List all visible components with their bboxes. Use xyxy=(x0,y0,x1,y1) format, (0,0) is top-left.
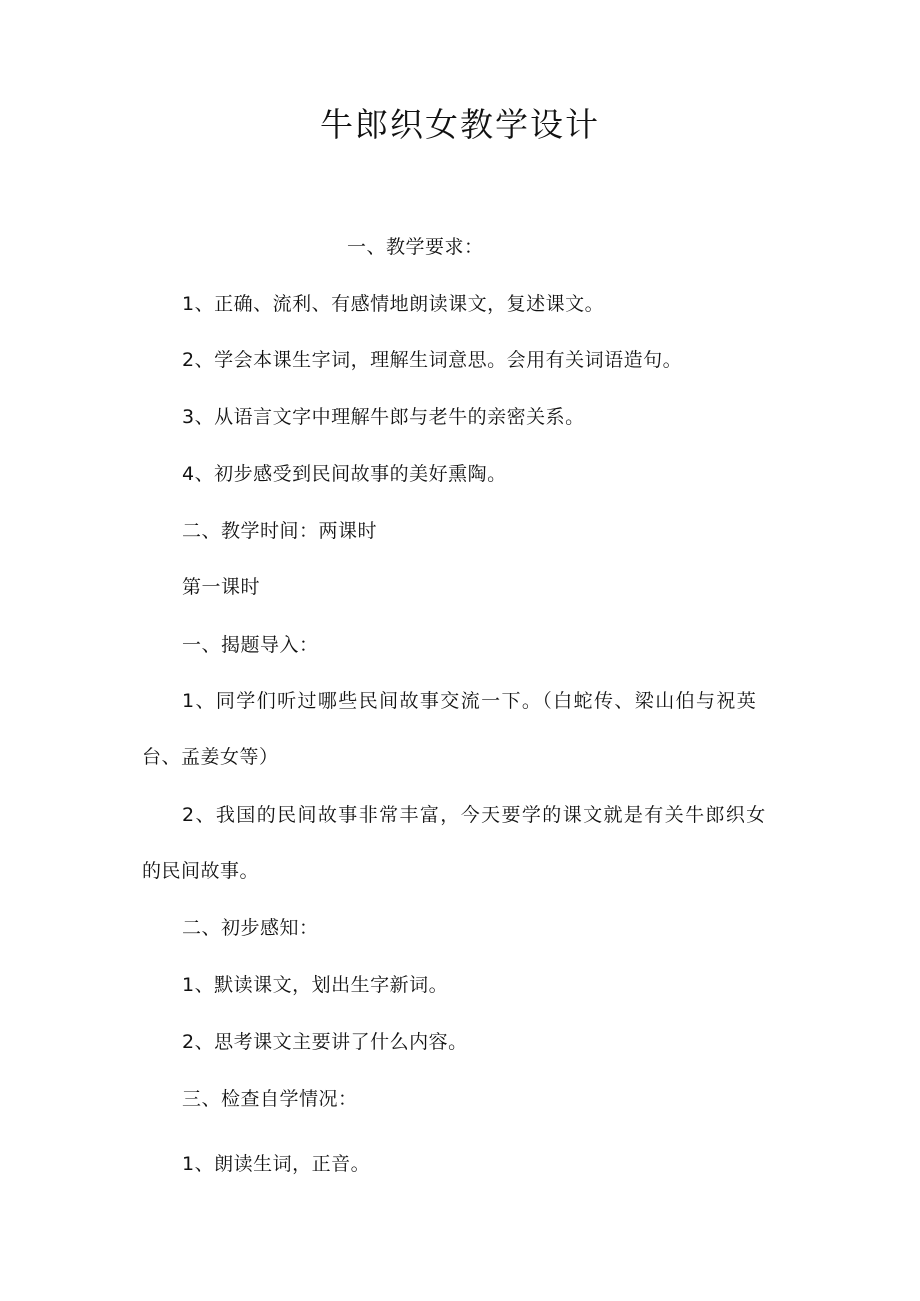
paragraph-line: 的民间故事。 xyxy=(142,860,260,882)
requirement-item: 3、从语言文字中理解牛郎与老牛的亲密关系。 xyxy=(182,406,585,428)
requirement-item: 2、学会本课生字词，理解生词意思。会用有关词语造句。 xyxy=(182,349,683,371)
list-item: 1、默读课文，划出生字新词。 xyxy=(182,974,449,996)
lesson-heading: 第一课时 xyxy=(182,576,261,598)
section-heading-introduction: 一、揭题导入： xyxy=(182,634,319,656)
section-heading-teaching-time: 二、教学时间：两课时 xyxy=(182,520,378,542)
document-title: 牛郎织女教学设计 xyxy=(320,105,600,144)
requirement-item: 1、正确、流利、有感情地朗读课文，复述课文。 xyxy=(182,293,605,315)
paragraph-line: 台、孟姜女等） xyxy=(142,746,279,768)
section-heading-teaching-requirements: 一、教学要求： xyxy=(347,236,484,258)
section-heading-initial-perception: 二、初步感知： xyxy=(182,917,319,939)
section-heading-self-study-check: 三、检查自学情况： xyxy=(182,1088,358,1110)
requirement-item: 4、初步感受到民间故事的美好熏陶。 xyxy=(182,463,507,485)
paragraph-line: 2、我国的民间故事非常丰富，今天要学的课文就是有关牛郎织女 xyxy=(182,804,767,826)
list-item: 2、思考课文主要讲了什么内容。 xyxy=(182,1031,468,1053)
list-item: 1、朗读生词，正音。 xyxy=(182,1153,371,1175)
paragraph-line: 1、同学们听过哪些民间故事交流一下。（白蛇传、梁山伯与祝英 xyxy=(182,690,758,712)
